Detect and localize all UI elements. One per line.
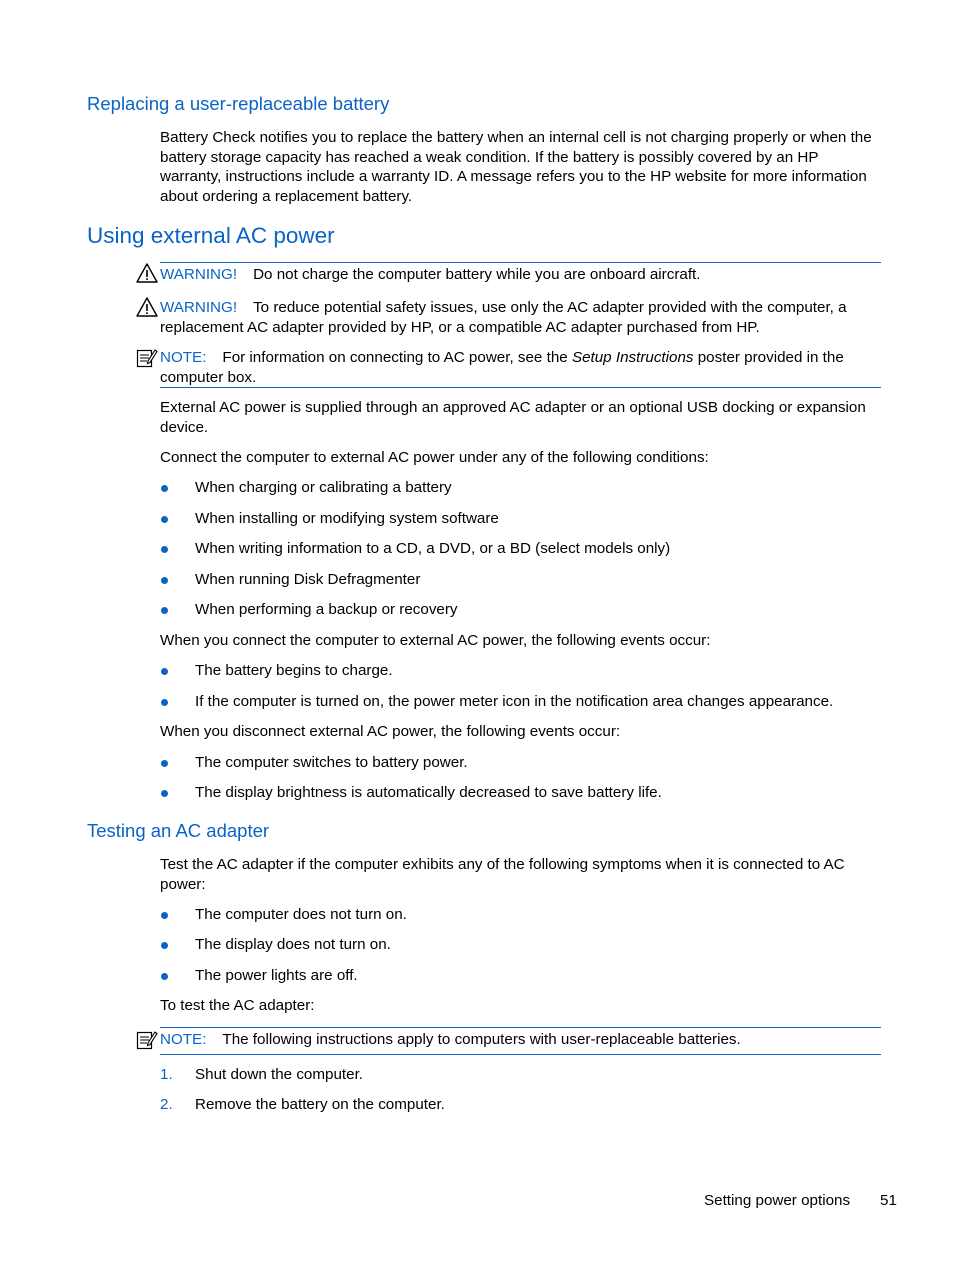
divider: [160, 1054, 881, 1055]
step-text: Remove the battery on the computer.: [195, 1096, 445, 1113]
list-item: The power lights are off.: [195, 967, 358, 984]
paragraph: Test the AC adapter if the computer exhibits any of the following symptoms when it is connected to AC power:: [160, 856, 845, 893]
note-notice: [160, 348, 882, 387]
paragraph: When you disconnect external AC power, the following events occur:: [160, 723, 621, 740]
note-label: NOTE:: [160, 349, 207, 366]
divider: [160, 262, 881, 263]
paragraph: Battery Check notifies you to replace the battery when an internal cell is not charging properly or when the battery storage capacity has reached a weak condition. If the battery is possibly covered by an HP warranty, instructions include a warranty ID. A message refers you to the HP website for more information about ordering a replacement battery.: [160, 129, 872, 205]
paragraph: When you connect the computer to external AC power, the following events occur:: [160, 632, 711, 649]
warning-text: Do not charge the computer battery while you are onboard aircraft.: [253, 266, 701, 283]
bullet-icon: [161, 942, 168, 949]
step-text: Shut down the computer.: [195, 1066, 364, 1083]
list-item: When writing information to a CD, a DVD, or a BD (select models only): [195, 540, 671, 557]
list-item: When running Disk Defragmenter: [195, 571, 421, 588]
bullet-icon: [161, 760, 168, 767]
bullet-icon: [161, 516, 168, 523]
bullet-icon: [161, 973, 168, 980]
bullet-icon: [161, 546, 168, 553]
bullet-icon: [161, 607, 168, 614]
note-icon: [136, 1030, 158, 1050]
bullet-icon: [161, 577, 168, 584]
bullet-icon: [161, 790, 168, 797]
bullet-icon: [161, 699, 168, 706]
bullet-icon: [161, 912, 168, 919]
warning-icon: [136, 263, 158, 283]
warning-notice: [160, 298, 882, 337]
bullet-icon: [161, 668, 168, 675]
section-heading: Replacing a user-replaceable battery: [87, 93, 390, 114]
footer-section-title: Setting power options: [704, 1192, 851, 1209]
paragraph: External AC power is supplied through an approved AC adapter or an optional USB docking or expansion device.: [160, 399, 866, 436]
divider: [160, 1027, 881, 1028]
note-text: The following instructions apply to computers with user-replaceable batteries.: [222, 1031, 741, 1048]
section-title: Using external AC power: [87, 223, 335, 248]
step-number: 2.: [160, 1096, 173, 1113]
note-text: For information on connecting to AC power, see the: [222, 349, 572, 366]
list-item: The computer does not turn on.: [195, 906, 407, 923]
note-icon: [136, 348, 158, 368]
list-item: The display does not turn on.: [195, 936, 391, 953]
section-heading: Testing an AC adapter: [87, 820, 270, 841]
note-label: NOTE:: [160, 1031, 207, 1048]
note-text: poster provided in the computer box.: [160, 349, 844, 386]
warning-label: WARNING!: [160, 266, 238, 283]
warning-notice: [160, 265, 701, 285]
warning-text: To reduce potential safety issues, use only the AC adapter provided with the computer, a replacement AC adapter provided by HP, or a compatible AC adapter purchased from HP.: [160, 299, 847, 336]
list-item: When installing or modifying system software: [195, 510, 499, 527]
paragraph: Connect the computer to external AC power under any of the following conditions:: [160, 449, 709, 466]
bullet-icon: [161, 485, 168, 492]
note-italic-text: Setup Instructions: [571, 349, 694, 366]
note-notice: [160, 1030, 741, 1050]
warning-label: WARNING!: [160, 299, 238, 316]
list-item: The computer switches to battery power.: [195, 754, 468, 771]
divider: [160, 387, 881, 388]
list-item: The display brightness is automatically decreased to save battery life.: [195, 784, 662, 801]
list-item: The battery begins to charge.: [195, 662, 393, 679]
warning-icon: [136, 297, 158, 317]
page-number: 51: [880, 1192, 897, 1209]
list-item: If the computer is turned on, the power meter icon in the notification area changes appearance.: [195, 693, 834, 710]
list-item: When charging or calibrating a battery: [195, 479, 452, 496]
step-number: 1.: [160, 1066, 173, 1083]
paragraph: To test the AC adapter:: [160, 997, 315, 1014]
list-item: When performing a backup or recovery: [195, 601, 458, 618]
